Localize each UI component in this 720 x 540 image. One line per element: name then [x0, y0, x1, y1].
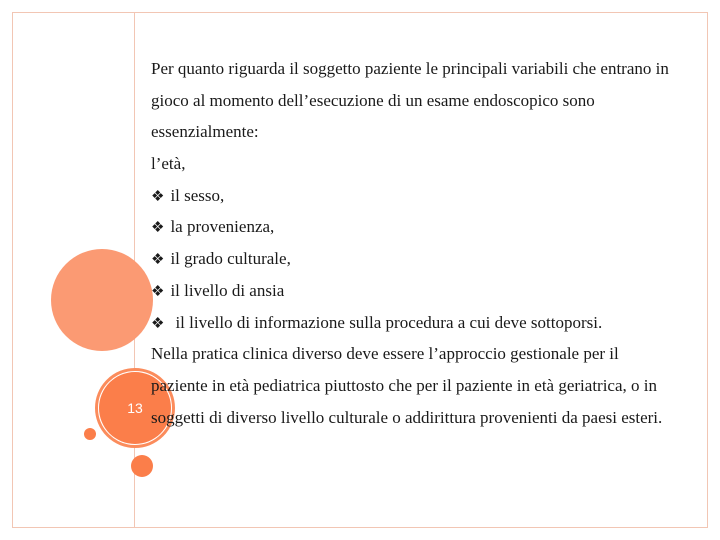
bullet-text: il livello di ansia	[170, 280, 285, 300]
diamond-bullet-icon: ❖	[151, 188, 165, 205]
bullet-item	[151, 180, 706, 212]
closing-line: paziente in età pediatrica piuttosto che per il paziente in età geriatrica, o in	[151, 375, 657, 395]
bullet-text: la provenienza,	[170, 217, 275, 237]
decorative-large-circle	[51, 249, 153, 351]
closing-line: soggetti di diverso livello culturale o addirittura provenienti da paesi esteri.	[151, 407, 663, 427]
bullet-text: il sesso,	[170, 185, 225, 205]
intro-line: l’età,	[151, 154, 186, 174]
bullet-item	[151, 275, 706, 307]
diamond-bullet-icon: ❖	[151, 220, 165, 237]
diamond-bullet-icon: ❖	[151, 315, 165, 332]
closing-line: Nella pratica clinica diverso deve essere l’approccio gestionale per il	[151, 344, 619, 364]
bullet-item	[151, 307, 706, 339]
diamond-bullet-icon: ❖	[151, 283, 165, 300]
bullet-text: il livello di informazione sulla procedura a cui deve sottoporsi.	[175, 312, 603, 332]
slide-body	[151, 53, 706, 433]
slide-number-badge: 13	[99, 372, 171, 444]
bullet-item	[151, 211, 706, 243]
intro-line: gioco al momento dell’esecuzione di un esame endoscopico sono	[151, 90, 595, 110]
diamond-bullet-icon: ❖	[151, 252, 165, 269]
decorative-medium-dot	[131, 455, 153, 477]
bullet-text: il grado culturale,	[170, 249, 291, 269]
bullet-item	[151, 243, 706, 275]
intro-line: Per quanto riguarda il soggetto paziente le principali variabili che entrano in	[151, 59, 669, 78]
intro-line: essenzialmente:	[151, 122, 259, 142]
decorative-small-dot	[84, 428, 96, 440]
